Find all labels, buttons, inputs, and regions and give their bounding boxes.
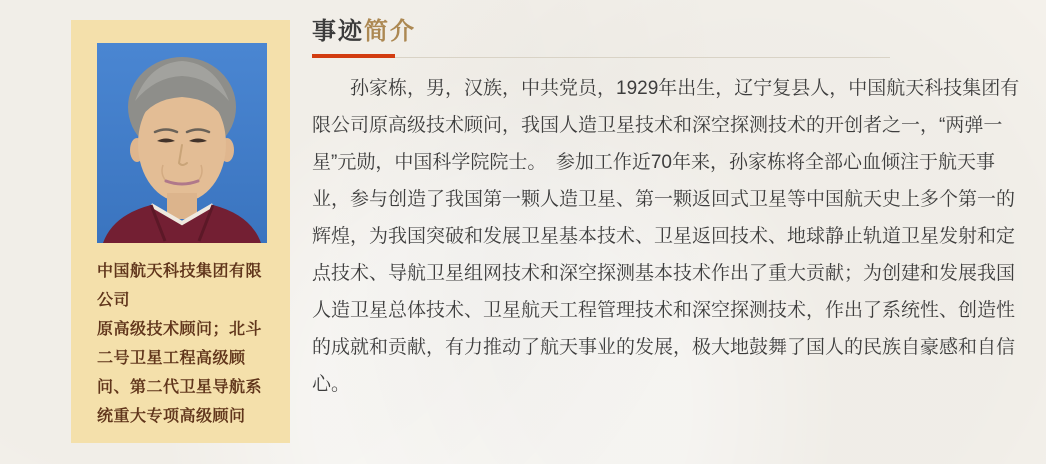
section-title-accent: 简介 (364, 18, 416, 45)
profile-caption (97, 257, 269, 431)
section-header (312, 18, 1032, 58)
section-title-primary: 事迹 (312, 18, 364, 45)
title-underline-red-bar (312, 54, 395, 58)
content-section (312, 18, 1032, 403)
title-underline-gray-line (395, 57, 890, 58)
biography-text: 孙家栋，男，汉族，中共党员，1929年出生，辽宁复县人，中国航天科技集团有限公司原高级技术顾问，我国人造卫星技术和深空探测技术的开创者之一，“两弹一星”元勋，中国科学院院士。 参加工作近70年来，孙家栋将全部心血倾注于航天事业，参与创造了我国第一颗人造卫星、第一颗返回式卫星等中国航天史上多个第一的辉煌，为我国突破和发展卫星基本技术、卫星返回技术、地球静止轨道卫星发射和定点技术、导航卫星组网技术和深空探测基本技术作出了重大贡献；为创建和发展我国人造卫星总体技术、卫星航天工程管理技术和深空探测技术，作出了系统性、创造性的成就和贡献，有力推动了航天事业的发展，极大地鼓舞了国人的民族自豪感和自信心。 (312, 78, 1020, 395)
section-title (312, 18, 1032, 45)
title-underline (312, 54, 1032, 58)
profile-card (71, 20, 290, 443)
profile-titles: 原高级技术顾问；北斗二号卫星工程高级顾问、第二代卫星导航系统重大专项高级顾问 (97, 321, 263, 425)
profile-company: 中国航天科技集团有限公司 (97, 263, 263, 309)
portrait-photo (97, 43, 267, 243)
